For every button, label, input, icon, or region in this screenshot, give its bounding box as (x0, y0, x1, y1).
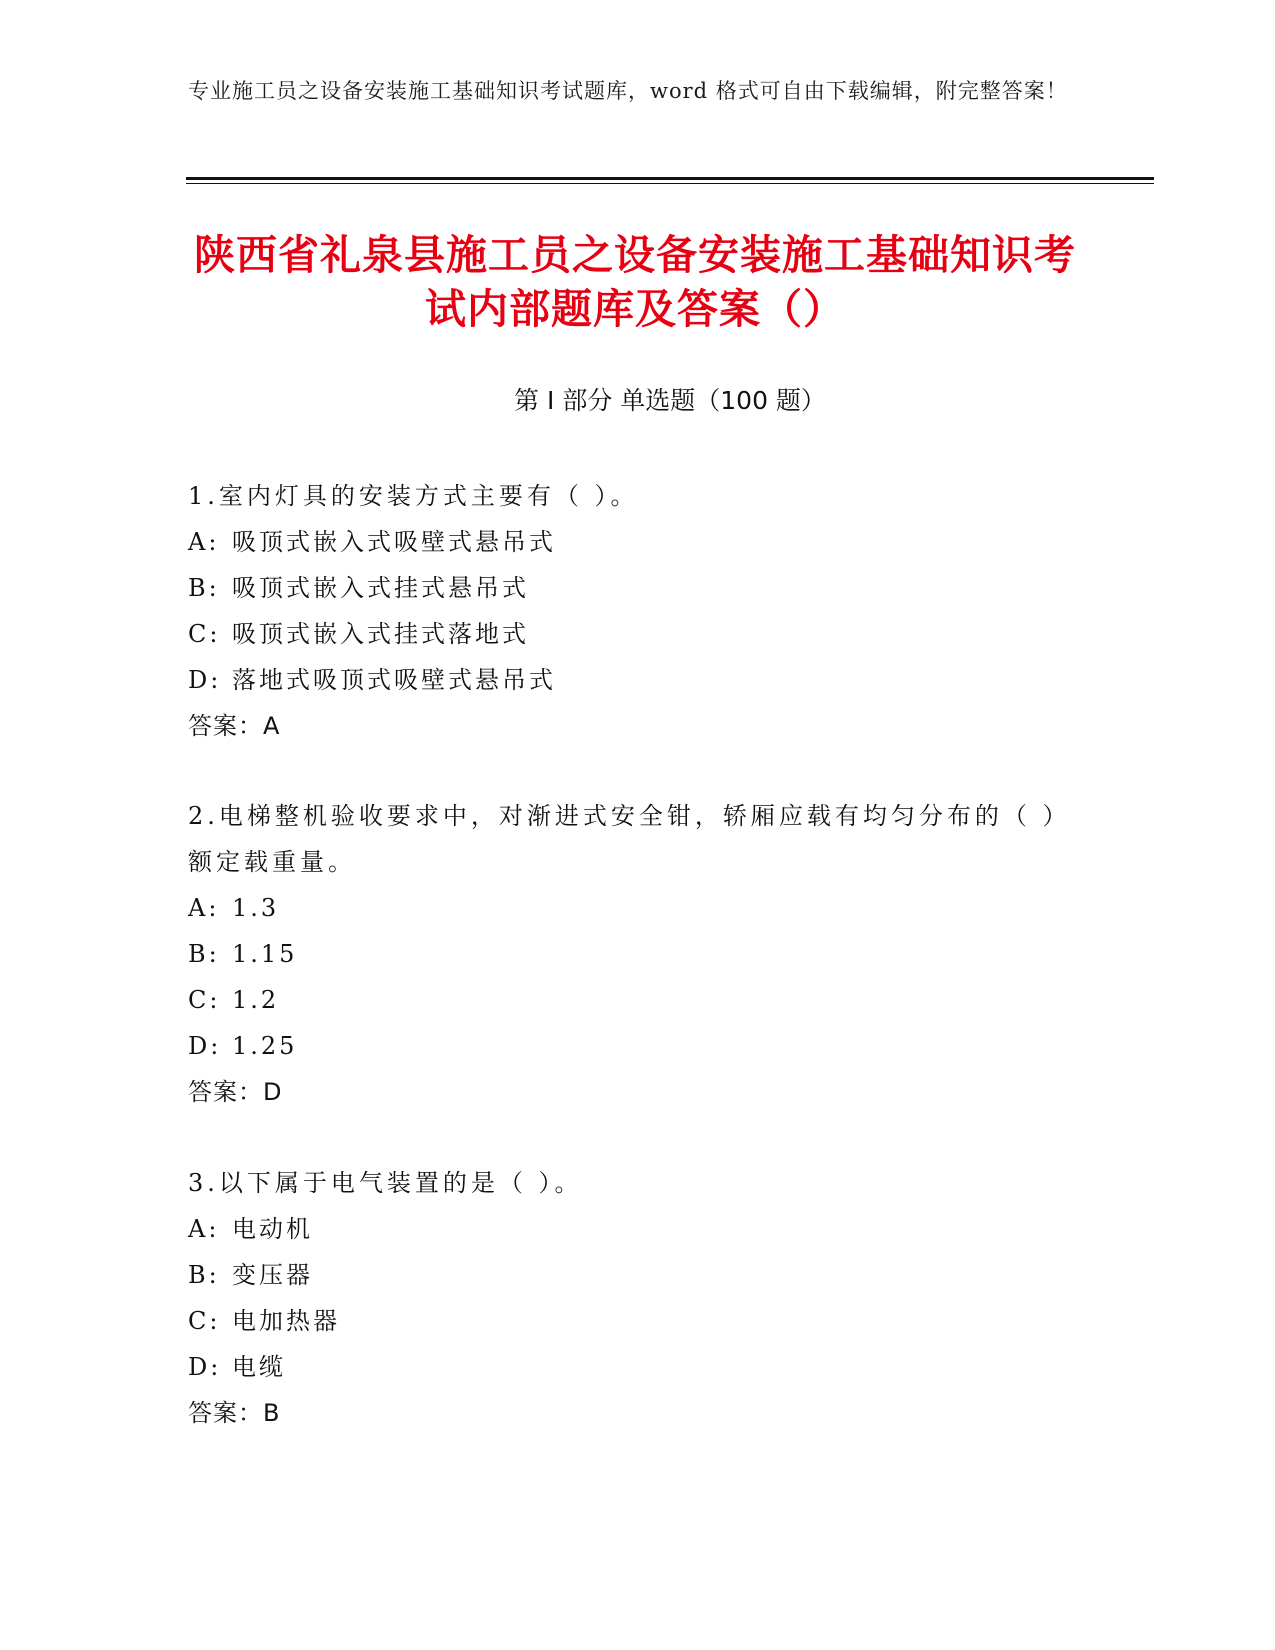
question-1 (188, 473, 1068, 749)
option-text: 变压器 (232, 1261, 313, 1289)
option-letter: A: (188, 894, 220, 922)
question-stem: 3.以下属于电气装置的是（ ）。 (188, 1169, 583, 1197)
header-divider-thick (186, 177, 1154, 180)
option-a (188, 885, 1068, 931)
option-letter: D: (188, 666, 222, 694)
option-text: 电缆 (232, 1353, 286, 1381)
answer-line: 答案：A (188, 712, 281, 740)
option-b (188, 1252, 1068, 1298)
option-a (188, 519, 1068, 565)
question-2 (188, 793, 1068, 1115)
option-text: 1.25 (232, 1032, 298, 1060)
answer-line: 答案：B (188, 1399, 281, 1427)
option-b (188, 565, 1068, 611)
option-letter: A: (188, 528, 220, 556)
option-text: 吸顶式嵌入式吸壁式悬吊式 (232, 528, 556, 556)
option-letter: D: (188, 1353, 222, 1381)
option-text: 1.2 (232, 986, 280, 1014)
option-text: 电加热器 (232, 1307, 340, 1335)
option-text: 吸顶式嵌入式挂式落地式 (232, 620, 529, 648)
option-letter: B: (188, 1261, 220, 1289)
option-letter: C: (188, 986, 221, 1014)
question-3 (188, 1160, 1068, 1436)
document-title: 陕西省礼泉县施工员之设备安装施工基础知识考试内部题库及答案（） (194, 231, 1076, 333)
header-divider-thin (186, 183, 1154, 184)
option-b (188, 931, 1068, 977)
answer-line: 答案：D (188, 1078, 283, 1106)
option-d (188, 657, 1068, 703)
option-d (188, 1344, 1068, 1390)
question-stem: 2.电梯整机验收要求中，对渐进式安全钳，轿厢应载有均匀分布的（ ）额定载重量。 (188, 802, 1059, 876)
option-letter: B: (188, 940, 220, 968)
option-d (188, 1023, 1068, 1069)
option-text: 吸顶式嵌入式挂式悬吊式 (232, 574, 529, 602)
option-letter: C: (188, 620, 221, 648)
option-text: 落地式吸顶式吸壁式悬吊式 (232, 666, 556, 694)
option-c (188, 611, 1068, 657)
option-c (188, 977, 1068, 1023)
section-title: 第 I 部分 单选题（100 题） (514, 386, 826, 415)
option-text: 1.15 (232, 940, 298, 968)
option-c (188, 1298, 1068, 1344)
option-letter: B: (188, 574, 220, 602)
option-a (188, 1206, 1068, 1252)
option-letter: D: (188, 1032, 222, 1060)
option-text: 1.3 (232, 894, 280, 922)
header-note: 专业施工员之设备安装施工基础知识考试题库，word 格式可自由下载编辑，附完整答案！ (188, 79, 1068, 103)
option-letter: A: (188, 1215, 220, 1243)
option-letter: C: (188, 1307, 221, 1335)
question-stem: 1.室内灯具的安装方式主要有（ ）。 (188, 482, 639, 510)
option-text: 电动机 (232, 1215, 313, 1243)
